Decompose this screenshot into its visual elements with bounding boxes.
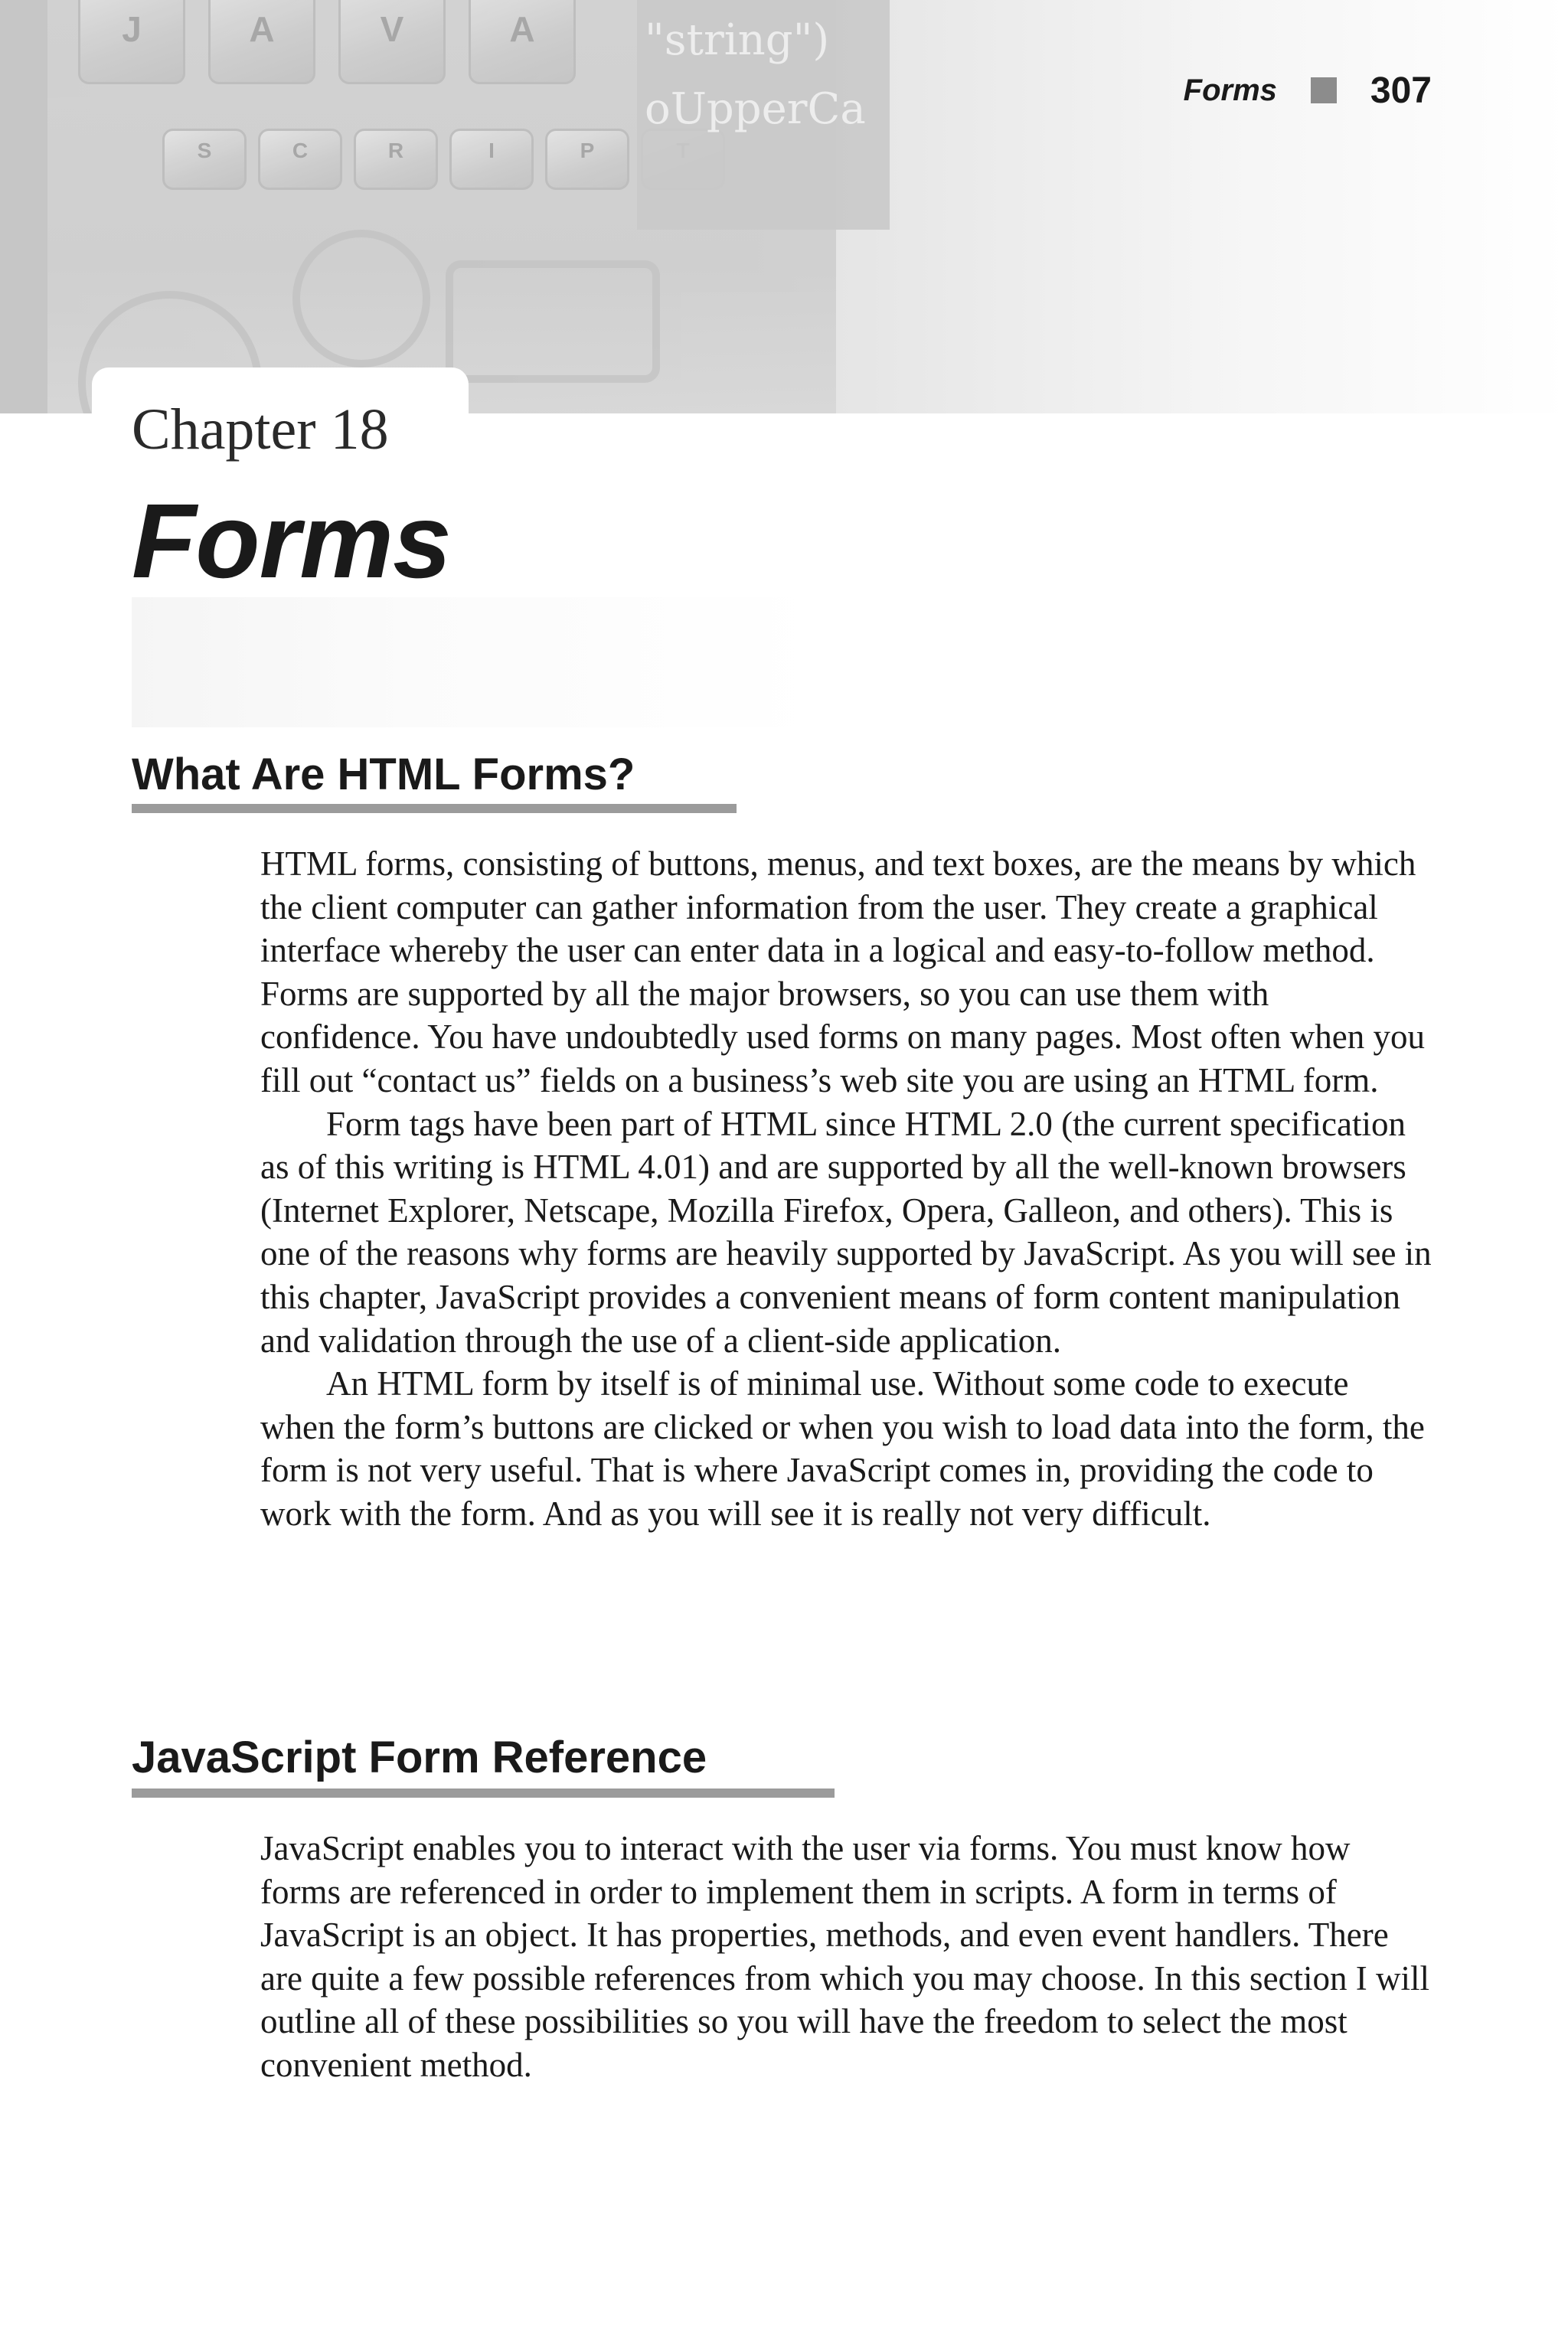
section-heading: What Are HTML Forms? (132, 750, 635, 799)
paragraph: An HTML form by itself is of minimal use. Without some code to execute when the form’s buttons are clicked or when you wish to load data into the form, the form is not very useful. That is where JavaScript comes in, providing the code to work with the form. And as you will see it is really not very difficult. (260, 1364, 1425, 1533)
square-bullet-icon (1311, 77, 1337, 103)
page-number: 307 (1370, 70, 1432, 111)
section-body (260, 1827, 1432, 2087)
paragraph: Form tags have been part of HTML since HTML 2.0 (the current specification as of this writing is HTML 4.01) and are supported by all the well-known browsers (Internet Explorer, Netscape, Mozilla Firefox, Opera, Galleon, and others). This is one of the reasons why forms are heavily supported by JavaScript. As you will see in this chapter, JavaScript provides a convenient means of form content manipulation and validation through the use of a client-side application. (260, 1104, 1432, 1360)
keyboard-key: A (469, 0, 576, 84)
title-shade (132, 597, 821, 727)
running-head-section: Forms (1183, 73, 1277, 107)
keyboard-key: C (258, 129, 342, 190)
header-banner (0, 0, 1568, 413)
keyboard-key: I (449, 129, 534, 190)
paragraph: HTML forms, consisting of buttons, menus, and text boxes, are the means by which the client computer can gather information from the user. They create a graphical interface whereby the user can enter data in a logical and easy-to-follow method. Forms are supported by all the major browsers, so you can use them with confidence. You have undoubtedly used forms on many pages. Most often when you fill out “contact us” fields on a business’s web site you are using an HTML form. (260, 844, 1425, 1099)
section-heading-rule (132, 1788, 835, 1798)
section-heading-rule (132, 804, 737, 813)
code-fragment: oUpperCa (645, 84, 866, 134)
chapter-label: Chapter 18 (132, 397, 389, 462)
decorative-frame (446, 260, 660, 383)
keyboard-key: R (354, 129, 438, 190)
paragraph: JavaScript enables you to interact with the user via forms. You must know how forms are referenced in order to implement them in scripts. A form in terms of JavaScript is an object. It has properties, methods, and even event handlers. There are quite a few possible references from which you may choose. In this section I will outline all of these possibilities so you will have the freedom to select the most convenient method. (260, 1829, 1430, 2084)
running-head (1184, 67, 1432, 113)
keyboard-key: P (545, 129, 629, 190)
javascript-keyboard-collage (47, 0, 866, 413)
section-heading: JavaScript Form Reference (132, 1733, 707, 1782)
chapter-title: Forms (132, 482, 451, 600)
decorative-circle (292, 230, 430, 368)
keyboard-key: A (208, 0, 315, 84)
keyboard-key: S (162, 129, 247, 190)
banner-edge-stripe (0, 0, 47, 413)
code-fragment: "string") (645, 15, 830, 65)
section-body (260, 842, 1432, 1536)
keyboard-key: J (78, 0, 185, 84)
keyboard-key: V (338, 0, 446, 84)
